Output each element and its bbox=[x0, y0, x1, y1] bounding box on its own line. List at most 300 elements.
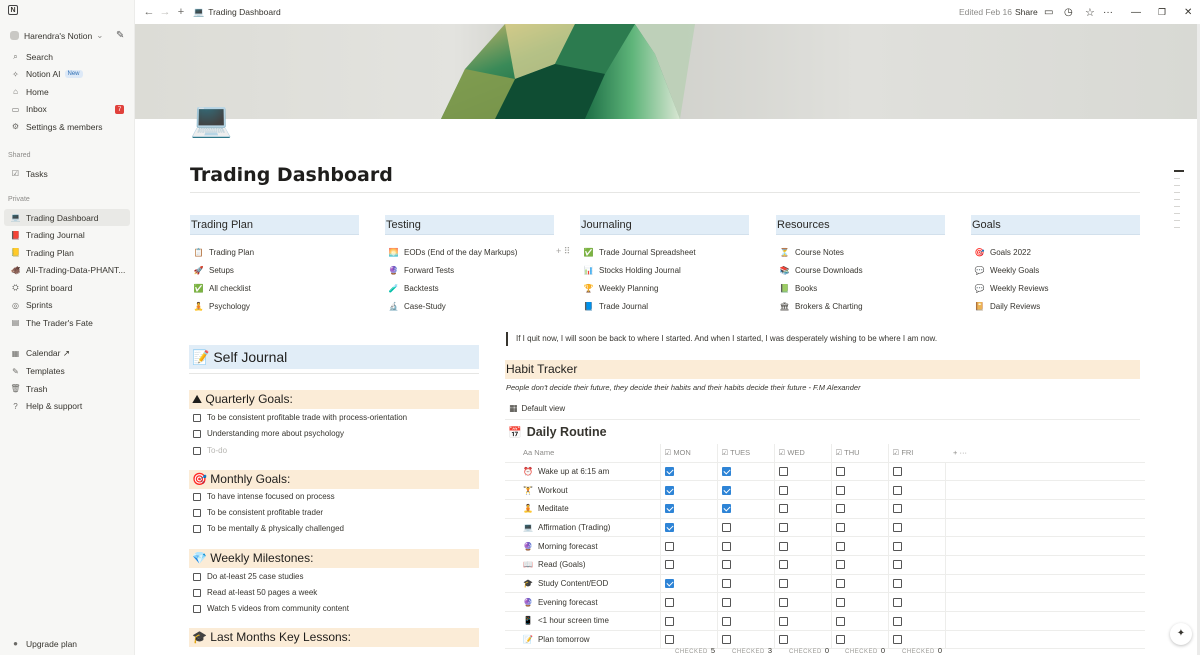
checkbox-unchecked[interactable] bbox=[836, 523, 845, 532]
sidebar-item-templates[interactable] bbox=[4, 363, 130, 380]
checkbox-cell-thu[interactable] bbox=[831, 518, 888, 537]
todo-item[interactable] bbox=[193, 489, 335, 504]
checkbox-unchecked[interactable] bbox=[722, 617, 731, 626]
column-heading: Journaling bbox=[580, 215, 749, 235]
checkbox-cell-thu[interactable] bbox=[831, 555, 888, 574]
habit-name-cell[interactable] bbox=[505, 612, 660, 631]
page-link-icon: 💬 bbox=[974, 265, 985, 275]
checkbox-cell-wed[interactable] bbox=[774, 499, 831, 518]
minimize-icon[interactable]: — bbox=[1131, 6, 1141, 18]
page-link-label: Course Notes bbox=[795, 247, 844, 257]
checkbox-unchecked[interactable] bbox=[779, 598, 788, 607]
page-link-icon: ⏳ bbox=[779, 247, 790, 257]
page-link-icon: 📋 bbox=[193, 247, 204, 257]
checkbox[interactable] bbox=[193, 430, 201, 438]
close-icon[interactable]: ✕ bbox=[1184, 6, 1193, 18]
sidebar-item-the-trader-s-fate[interactable] bbox=[4, 314, 130, 331]
page-link[interactable] bbox=[971, 297, 1140, 315]
column-header-mon[interactable] bbox=[660, 444, 717, 462]
page-link-label: Trade Journal bbox=[599, 301, 649, 311]
checkbox-checked[interactable] bbox=[665, 467, 674, 476]
toc-line bbox=[1174, 220, 1180, 221]
private-section-label: Private bbox=[8, 196, 30, 203]
toc-line bbox=[1174, 199, 1180, 200]
checkbox-unchecked[interactable] bbox=[893, 579, 902, 588]
todo-item[interactable] bbox=[193, 601, 349, 616]
page-link[interactable] bbox=[776, 261, 945, 279]
habit-icon: 📝 bbox=[523, 635, 533, 645]
back-arrow-icon[interactable]: ← bbox=[143, 6, 155, 18]
todo-placeholder-text: To-do bbox=[207, 446, 228, 455]
checkbox-cell-thu[interactable] bbox=[831, 481, 888, 500]
column-header-fri[interactable] bbox=[888, 444, 945, 462]
checkbox-cell-tues[interactable] bbox=[717, 537, 774, 556]
empty-cell bbox=[945, 555, 1145, 574]
default-view-tab[interactable] bbox=[509, 403, 565, 414]
checkbox-cell-fri[interactable] bbox=[888, 593, 945, 612]
checkbox-cell-fri[interactable] bbox=[888, 481, 945, 500]
habit-name-cell[interactable] bbox=[505, 537, 660, 556]
checkbox-cell-fri[interactable] bbox=[888, 518, 945, 537]
checkbox-property-icon: ☑ bbox=[664, 448, 674, 458]
checkbox-cell-mon[interactable] bbox=[660, 555, 717, 574]
checkbox-cell-tues[interactable] bbox=[717, 612, 774, 631]
page-link-label: Weekly Goals bbox=[990, 265, 1040, 275]
page-link[interactable] bbox=[580, 261, 749, 279]
page-link-icon: 📚 bbox=[779, 265, 790, 275]
checkbox-unchecked[interactable] bbox=[836, 542, 845, 551]
checkbox[interactable] bbox=[193, 447, 201, 455]
page-link[interactable] bbox=[971, 261, 1140, 279]
ai-assistant-button[interactable]: ✦ bbox=[1170, 623, 1192, 645]
settings-icon: ⚙ bbox=[11, 122, 20, 131]
sidebar-item-search[interactable] bbox=[4, 48, 130, 65]
checkbox-unchecked[interactable] bbox=[779, 467, 788, 476]
checked-count-wed bbox=[789, 646, 830, 655]
checkbox-cell-mon[interactable] bbox=[660, 612, 717, 631]
page-link-label: Goals 2022 bbox=[990, 247, 1031, 257]
table-row[interactable] bbox=[505, 518, 1145, 537]
checkbox-cell-fri[interactable] bbox=[888, 555, 945, 574]
sidebar-item-label: Trading Dashboard bbox=[26, 212, 99, 223]
page-link-label: Psychology bbox=[209, 301, 250, 311]
sidebar-item-trash[interactable] bbox=[4, 380, 130, 397]
table-row[interactable] bbox=[505, 555, 1145, 574]
workspace-name: Harendra's Notion bbox=[24, 30, 93, 41]
checkbox-cell-thu[interactable] bbox=[831, 499, 888, 518]
checkbox-cell-tues[interactable] bbox=[717, 481, 774, 500]
sidebar-item-trading-plan[interactable] bbox=[4, 244, 130, 261]
checkbox-checked[interactable] bbox=[722, 467, 731, 476]
column-header-label: WED bbox=[787, 448, 805, 458]
checkbox-unchecked[interactable] bbox=[665, 617, 674, 626]
habit-icon: 🎓 bbox=[523, 578, 533, 588]
inbox-count-badge: 7 bbox=[115, 105, 124, 114]
todo-item[interactable] bbox=[193, 410, 407, 425]
toc-line bbox=[1174, 178, 1180, 179]
sidebar-item-label: Trading Plan bbox=[26, 247, 74, 258]
link-column-goals bbox=[971, 215, 1140, 315]
checkbox-unchecked[interactable] bbox=[722, 542, 731, 551]
checked-count-value: 3 bbox=[767, 646, 773, 655]
add-column-button[interactable]: + ··· bbox=[945, 444, 1145, 462]
sidebar-item-sprint-board[interactable] bbox=[4, 279, 130, 296]
page-link[interactable] bbox=[385, 297, 554, 315]
column-spacer bbox=[385, 235, 554, 243]
comments-icon[interactable]: ▭ bbox=[1044, 6, 1054, 18]
block-add-handle-icon[interactable]: + ⠿ bbox=[556, 246, 571, 256]
checkbox-unchecked[interactable] bbox=[722, 635, 731, 644]
page-link-label: All checklist bbox=[209, 283, 251, 293]
checkbox-unchecked[interactable] bbox=[836, 617, 845, 626]
page-link[interactable] bbox=[776, 279, 945, 297]
checkbox-unchecked[interactable] bbox=[836, 598, 845, 607]
column-header-label: MON bbox=[673, 448, 691, 458]
checkbox-checked[interactable] bbox=[665, 523, 674, 532]
checkbox-cell-fri[interactable] bbox=[888, 462, 945, 481]
checked-label: CHECKED bbox=[675, 649, 708, 655]
todo-text: Read at-least 50 pages a week bbox=[207, 588, 318, 598]
more-options-icon[interactable]: ··· bbox=[1103, 6, 1113, 18]
sidebar-item-all-trading-data-phant[interactable] bbox=[4, 262, 130, 279]
workspace-avatar bbox=[10, 31, 19, 40]
checkbox-cell-tues[interactable] bbox=[717, 499, 774, 518]
workspace-switcher[interactable] bbox=[4, 27, 130, 44]
page-link-label: Daily Reviews bbox=[990, 301, 1041, 311]
edited-timestamp: Edited Feb 16 bbox=[959, 7, 1012, 17]
page-link-icon: 📗 bbox=[779, 283, 790, 293]
page-link[interactable] bbox=[190, 297, 359, 315]
page-link-label: Weekly Reviews bbox=[990, 283, 1049, 293]
checkbox-cell-wed[interactable] bbox=[774, 574, 831, 593]
sidebar-item-label: Settings & members bbox=[26, 121, 103, 132]
checkbox-unchecked[interactable] bbox=[722, 560, 731, 569]
checkbox-cell-tues[interactable] bbox=[717, 518, 774, 537]
empty-cell bbox=[945, 462, 1145, 481]
habit-name-cell[interactable] bbox=[505, 481, 660, 500]
todo-placeholder[interactable] bbox=[193, 443, 227, 458]
favorite-star-icon[interactable]: ☆ bbox=[1085, 6, 1095, 19]
checkbox[interactable] bbox=[193, 605, 201, 613]
page-link[interactable] bbox=[385, 279, 554, 297]
checkbox-cell-thu[interactable] bbox=[831, 612, 888, 631]
checkbox-cell-mon[interactable] bbox=[660, 462, 717, 481]
checkbox[interactable] bbox=[193, 493, 201, 501]
checkbox-unchecked[interactable] bbox=[779, 579, 788, 588]
table-row[interactable] bbox=[505, 612, 1145, 631]
page-link-icon: 🌅 bbox=[388, 247, 399, 257]
column-heading: Trading Plan bbox=[190, 215, 359, 235]
checkbox-cell-tues[interactable] bbox=[717, 574, 774, 593]
sidebar-item-label: Notion AI bbox=[26, 69, 61, 79]
notion-ai-icon: ✧ bbox=[12, 69, 19, 79]
page-link[interactable] bbox=[580, 297, 749, 315]
checkbox-unchecked[interactable] bbox=[893, 542, 902, 551]
table-row[interactable] bbox=[505, 462, 1145, 481]
todo-item[interactable] bbox=[193, 521, 344, 536]
sidebar-item-home[interactable] bbox=[4, 83, 130, 100]
default-view-label: Default view bbox=[521, 404, 566, 413]
page-link[interactable] bbox=[385, 243, 554, 261]
notion-logo-icon[interactable]: N bbox=[8, 5, 18, 15]
checkbox-cell-wed[interactable] bbox=[774, 481, 831, 500]
checkbox-cell-mon[interactable] bbox=[660, 537, 717, 556]
checkbox[interactable] bbox=[193, 589, 201, 597]
habit-name: Meditate bbox=[537, 504, 569, 514]
habit-icon: 🔮 bbox=[523, 597, 533, 607]
checkbox-unchecked[interactable] bbox=[836, 486, 845, 495]
habit-name: Evening forecast bbox=[537, 597, 598, 607]
habit-name-cell[interactable] bbox=[505, 574, 660, 593]
page-link[interactable] bbox=[580, 279, 749, 297]
table-row[interactable] bbox=[505, 593, 1145, 612]
sidebar-item-label: Tasks bbox=[26, 168, 48, 179]
red-book-icon: 📕 bbox=[10, 230, 21, 240]
checkbox[interactable] bbox=[193, 573, 201, 581]
breadcrumb[interactable]: Trading Dashboard bbox=[208, 7, 281, 17]
checked-label: CHECKED bbox=[902, 649, 935, 655]
checkbox-unchecked[interactable] bbox=[893, 560, 902, 569]
checkbox-cell-thu[interactable] bbox=[831, 462, 888, 481]
divider bbox=[505, 419, 1140, 420]
checkbox-cell-mon[interactable] bbox=[660, 518, 717, 537]
sidebar-item-label: Inbox bbox=[26, 104, 47, 114]
habit-name: Morning forecast bbox=[537, 541, 598, 551]
page-icon[interactable]: 💻 bbox=[190, 101, 233, 139]
page-link-icon: 🧘 bbox=[193, 301, 204, 311]
page-link-label: Case-Study bbox=[404, 301, 446, 311]
sidebar-item-notion-ai[interactable] bbox=[4, 66, 130, 83]
page-link[interactable] bbox=[776, 243, 945, 261]
checkbox-unchecked[interactable] bbox=[779, 523, 788, 532]
checkbox-unchecked[interactable] bbox=[893, 486, 902, 495]
checkbox-unchecked[interactable] bbox=[665, 542, 674, 551]
empty-cell bbox=[945, 612, 1145, 631]
habit-name: Workout bbox=[537, 485, 568, 495]
plus-icon[interactable]: + bbox=[177, 6, 185, 18]
checkbox-cell-tues[interactable] bbox=[717, 462, 774, 481]
habit-tracker-heading: Habit Tracker bbox=[505, 360, 1140, 379]
sidebar-item-label: Sprint board bbox=[26, 282, 73, 293]
sidebar-item-calendar[interactable] bbox=[4, 345, 130, 362]
checkbox-unchecked[interactable] bbox=[893, 598, 902, 607]
quarterly-goals-heading: ⛰ Quarterly Goals: bbox=[189, 390, 479, 409]
column-header-wed[interactable] bbox=[774, 444, 831, 462]
laptop-icon: 💻 bbox=[10, 213, 21, 222]
checkbox-checked[interactable] bbox=[665, 504, 674, 513]
checkbox-checked[interactable] bbox=[722, 486, 731, 495]
checkbox-unchecked[interactable] bbox=[779, 617, 788, 626]
page-link[interactable] bbox=[580, 243, 749, 261]
sidebar-item-label: The Trader's Fate bbox=[26, 317, 93, 328]
sidebar-item-settings-members[interactable] bbox=[4, 118, 130, 135]
checkbox-cell-wed[interactable] bbox=[774, 555, 831, 574]
forward-arrow-icon[interactable]: → bbox=[159, 6, 171, 18]
sidebar-item-help-support[interactable] bbox=[4, 398, 130, 415]
habit-name-cell[interactable] bbox=[505, 518, 660, 537]
new-badge: New bbox=[65, 70, 83, 78]
page-link-icon: 🏛 bbox=[779, 301, 790, 311]
checkbox-cell-thu[interactable] bbox=[831, 537, 888, 556]
templates-icon: ✎ bbox=[12, 366, 19, 376]
calendar-icon: ▦ bbox=[11, 349, 20, 358]
table-header-row bbox=[505, 444, 1145, 462]
column-spacer bbox=[580, 235, 749, 243]
page-link-label: Setups bbox=[209, 265, 234, 275]
checkbox-unchecked[interactable] bbox=[836, 635, 845, 644]
page-link[interactable] bbox=[190, 243, 359, 261]
checkbox-checked[interactable] bbox=[665, 486, 674, 495]
habit-icon: 📱 bbox=[523, 616, 533, 626]
column-heading: Testing bbox=[385, 215, 554, 235]
checkbox-cell-fri[interactable] bbox=[888, 499, 945, 518]
checkbox-unchecked[interactable] bbox=[722, 523, 731, 532]
checkbox-unchecked[interactable] bbox=[779, 635, 788, 644]
table-row[interactable] bbox=[505, 499, 1145, 518]
checked-count-value: 0 bbox=[937, 646, 943, 655]
column-heading: Resources bbox=[776, 215, 945, 235]
checkbox-unchecked[interactable] bbox=[779, 486, 788, 495]
checked-count-value: 0 bbox=[880, 646, 886, 655]
page-link-icon: 🏆 bbox=[583, 283, 594, 293]
checkbox-cell-thu[interactable] bbox=[831, 593, 888, 612]
weekly-milestones-heading: 💎 Weekly Milestones: bbox=[189, 549, 479, 568]
checkbox-unchecked[interactable] bbox=[665, 598, 674, 607]
column-spacer bbox=[190, 235, 359, 243]
table-row[interactable] bbox=[505, 574, 1145, 593]
page-link[interactable] bbox=[190, 279, 359, 297]
sidebar-item-sprints[interactable] bbox=[4, 297, 130, 314]
checkbox-unchecked[interactable] bbox=[665, 635, 674, 644]
page-link-label: Stocks Holding Journal bbox=[599, 265, 681, 275]
checkbox-unchecked[interactable] bbox=[836, 579, 845, 588]
page-link-label: Weekly Planning bbox=[599, 283, 659, 293]
upgrade-plan-button[interactable] bbox=[4, 635, 130, 652]
checkbox-unchecked[interactable] bbox=[779, 504, 788, 513]
checkbox-cell-fri[interactable] bbox=[888, 537, 945, 556]
daily-routine-title-text: Daily Routine bbox=[526, 425, 607, 439]
page-link-label: Forward Tests bbox=[404, 265, 455, 275]
checkbox-cell-thu[interactable] bbox=[831, 574, 888, 593]
checkbox-unchecked[interactable] bbox=[665, 560, 674, 569]
checkbox-unchecked[interactable] bbox=[722, 579, 731, 588]
page-link-icon: 📘 bbox=[583, 301, 594, 311]
checked-label: CHECKED bbox=[845, 649, 878, 655]
habit-name-cell[interactable] bbox=[505, 555, 660, 574]
checkbox-unchecked[interactable] bbox=[893, 635, 902, 644]
checkbox-unchecked[interactable] bbox=[779, 560, 788, 569]
checkbox-unchecked[interactable] bbox=[779, 542, 788, 551]
todo-item[interactable] bbox=[193, 426, 344, 441]
daily-routine-title[interactable] bbox=[508, 425, 607, 439]
checkbox-unchecked[interactable] bbox=[836, 504, 845, 513]
checkbox[interactable] bbox=[193, 414, 201, 422]
habit-name-cell[interactable] bbox=[505, 499, 660, 518]
page-title[interactable]: Trading Dashboard bbox=[190, 164, 393, 186]
page-link[interactable] bbox=[385, 261, 554, 279]
checkbox-unchecked[interactable] bbox=[722, 598, 731, 607]
checked-count-tues bbox=[732, 646, 773, 655]
page-link[interactable] bbox=[190, 261, 359, 279]
page-link[interactable] bbox=[776, 297, 945, 315]
toc-line bbox=[1174, 213, 1180, 214]
sidebar bbox=[0, 0, 135, 655]
habit-icon: 💻 bbox=[523, 522, 533, 532]
link-column-resources bbox=[776, 215, 945, 315]
sidebar-item-inbox[interactable] bbox=[4, 101, 130, 118]
checkbox-unchecked[interactable] bbox=[893, 617, 902, 626]
sidebar-item-trading-dashboard[interactable] bbox=[4, 209, 130, 226]
checkbox-cell-fri[interactable] bbox=[888, 612, 945, 631]
todo-item[interactable] bbox=[193, 569, 304, 584]
page-link-icon: 📔 bbox=[974, 301, 985, 311]
table-of-contents-indicator[interactable] bbox=[1174, 170, 1184, 234]
habit-name-cell[interactable] bbox=[505, 462, 660, 481]
checkbox-cell-wed[interactable] bbox=[774, 612, 831, 631]
table-row[interactable] bbox=[505, 481, 1145, 500]
todo-item[interactable] bbox=[193, 585, 317, 600]
empty-cell bbox=[945, 499, 1145, 518]
checkbox-unchecked[interactable] bbox=[836, 560, 845, 569]
checkbox-cell-tues[interactable] bbox=[717, 593, 774, 612]
restore-icon[interactable]: ❐ bbox=[1158, 6, 1167, 17]
checkbox-cell-wed[interactable] bbox=[774, 518, 831, 537]
share-button[interactable]: Share bbox=[1015, 7, 1038, 17]
cover-image bbox=[135, 24, 1197, 119]
checkbox-cell-mon[interactable] bbox=[660, 574, 717, 593]
todo-item[interactable] bbox=[193, 505, 323, 520]
checkbox-unchecked[interactable] bbox=[893, 523, 902, 532]
updates-icon[interactable]: ◷ bbox=[1064, 6, 1073, 18]
search-icon: ⌕ bbox=[13, 51, 18, 61]
checkbox-unchecked[interactable] bbox=[836, 467, 845, 476]
checkbox-cell-mon[interactable] bbox=[660, 593, 717, 612]
column-header-name[interactable]: Aa Name bbox=[505, 444, 660, 462]
checkbox-checked[interactable] bbox=[665, 579, 674, 588]
table-row[interactable] bbox=[505, 537, 1145, 556]
page-link-label: Trading Plan bbox=[209, 247, 255, 257]
column-header-thu[interactable] bbox=[831, 444, 888, 462]
page-link[interactable] bbox=[971, 243, 1140, 261]
checkbox-cell-wed[interactable] bbox=[774, 462, 831, 481]
checkbox-cell-mon[interactable] bbox=[660, 499, 717, 518]
upgrade-plan-label: Upgrade plan bbox=[26, 638, 78, 649]
checkbox-unchecked[interactable] bbox=[893, 504, 902, 513]
checkbox-property-icon: ☑ bbox=[721, 448, 731, 458]
new-page-icon[interactable]: ✎ bbox=[116, 30, 125, 41]
sidebar-item-tasks[interactable] bbox=[4, 165, 130, 182]
page-link-icon: ✅ bbox=[193, 283, 204, 293]
checkbox[interactable] bbox=[193, 509, 201, 517]
habit-icon: 🏋 bbox=[523, 485, 533, 495]
checkbox-unchecked[interactable] bbox=[893, 467, 902, 476]
habit-icon: 📖 bbox=[523, 560, 533, 570]
habit-name: Plan tomorrow bbox=[537, 635, 590, 645]
checkbox-cell-wed[interactable] bbox=[774, 593, 831, 612]
checkbox-checked[interactable] bbox=[722, 504, 731, 513]
checkbox-cell-wed[interactable] bbox=[774, 537, 831, 556]
column-header-tues[interactable] bbox=[717, 444, 774, 462]
sidebar-item-trading-journal[interactable] bbox=[4, 227, 130, 244]
checkbox[interactable] bbox=[193, 525, 201, 533]
habit-name-cell[interactable] bbox=[505, 593, 660, 612]
page-link[interactable] bbox=[971, 279, 1140, 297]
yellow-book-icon: 📒 bbox=[10, 248, 21, 257]
checkbox-cell-mon[interactable] bbox=[660, 481, 717, 500]
checkbox-cell-tues[interactable] bbox=[717, 555, 774, 574]
checkbox-cell-fri[interactable] bbox=[888, 574, 945, 593]
sidebar-item-label: Calendar ↗ bbox=[26, 348, 70, 358]
